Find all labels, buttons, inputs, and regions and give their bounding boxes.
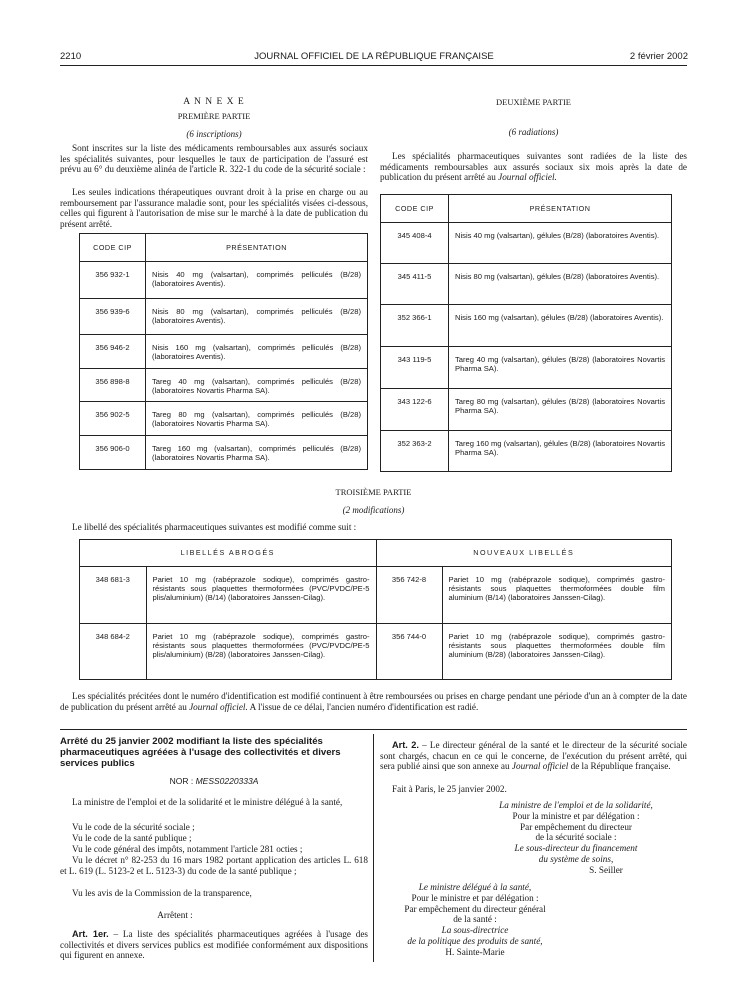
part2-table-frame — [380, 194, 672, 472]
cip-code: 352 363-2 — [381, 430, 449, 471]
sig2-line1: Le ministre délégué à la santé, — [418, 882, 532, 892]
nor-label: NOR : — [169, 776, 196, 786]
part1-para2: Les seules indications thérapeutiques ouvrant droit à la prise en charge ou au remboursement par l'assurance maladie sont, pour les spécialités visées ci-dessous, celles qui figurent à l'autorisation de mise sur le marché à la date de publication du présent arrêté. — [60, 187, 368, 229]
journal-title: JOURNAL OFFICIEL DE LA RÉPUBLIQUE FRANÇAISE — [254, 51, 494, 62]
part3-intro: Le libellé des spécialités pharmaceutiques suivantes est modifié comme suit : — [72, 522, 357, 532]
part3-outro — [60, 691, 687, 712]
old-cip-code: 348 681-3 — [80, 566, 146, 623]
part1-col-code: CODE CIP — [80, 234, 146, 261]
table-row — [381, 263, 671, 304]
page-date: 2 février 2002 — [629, 51, 688, 62]
part2-title: DEUXIÈME PARTIE — [496, 97, 571, 107]
article-1 — [60, 929, 368, 961]
part2-subtitle: (6 radiations) — [508, 127, 559, 137]
new-label-text: Pariet 10 mg (rabéprazole sodique), comprimés gastro-résistants sous plaquettes thermoformées double film aluminium (B/28) (laboratoires Janssen-Cilag). — [442, 623, 671, 679]
table-row — [80, 334, 367, 368]
sig1-name: S. Seiller — [589, 864, 623, 875]
sig2-line6: de la politique des produits de santé, — [407, 935, 543, 946]
cip-code: 356 902-5 — [80, 401, 146, 435]
sig1-line6: du système de soins, — [538, 853, 614, 864]
vu-2: Vu le code de la santé publique ; — [72, 833, 192, 843]
cip-code: 345 408-4 — [381, 222, 449, 263]
part2-col-code: CODE CIP — [381, 195, 449, 222]
table-row — [80, 368, 367, 401]
article-2-italic: Journal officiel — [511, 761, 569, 772]
column-divider — [373, 734, 374, 962]
sig1-line5: Le sous-directeur du financement — [514, 843, 638, 854]
cip-code: 343 122-6 — [381, 388, 449, 430]
presentation-text: Tareg 80 mg (valsartan), comprimés pelliculés (B/28) (laboratoires Novartis Pharma SA). — [146, 401, 368, 435]
sig1-line1: La ministre de l'emploi et de la solidarité, — [499, 800, 653, 810]
part1-col-presentation: PRÉSENTATION — [146, 234, 368, 261]
sig1-line3: Par empêchement du directeur — [520, 821, 632, 832]
table-row — [80, 623, 671, 679]
table-row — [80, 401, 367, 435]
part2-para1 — [380, 151, 687, 183]
presentation-text: Tareg 160 mg (valsartan), comprimés pelliculés (B/28) (laboratoires Novartis Pharma SA). — [146, 435, 368, 469]
part3-col-new: NOUVEAUX LIBELLÉS — [376, 540, 671, 566]
vu-5: Vu les avis de la Commission de la transparence, — [72, 888, 252, 898]
part3-table — [80, 540, 671, 679]
old-label-text: Pariet 10 mg (rabéprazole sodique), comprimés gastro-résistants sous plaquettes thermoformées (PVC/PVDC/PE-5 plis/aluminium) (B/28) (laboratoires Janssen-Cilag). — [146, 623, 376, 679]
cip-code: 356 906-0 — [80, 435, 146, 469]
table-row — [381, 222, 671, 263]
part2-col-presentation: PRÉSENTATION — [449, 195, 672, 222]
annexe-title: A N N E X E — [183, 97, 245, 107]
ministre-para: La ministre de l'emploi et de la solidarité et le ministre délégué à la santé, — [72, 797, 343, 807]
part3-outro-end: A l'issue de ce délai, l'ancien numéro d'identification est radié. — [247, 701, 479, 712]
article-2 — [380, 740, 687, 772]
sig1-line2: Pour la ministre et par délégation : — [512, 810, 640, 821]
part2-para1-italic: Journal officiel. — [498, 172, 557, 183]
presentation-text: Tareg 40 mg (valsartan), comprimés pelliculés (B/28) (laboratoires Novartis Pharma SA). — [146, 368, 368, 401]
sig2-line2: Pour le ministre et par délégation : — [411, 892, 539, 903]
nor-line — [60, 776, 368, 786]
presentation-text: Tareg 160 mg (valsartan), gélules (B/28) (laboratoires Novartis Pharma SA). — [449, 430, 672, 471]
presentation-text: Nisis 160 mg (valsartan), comprimés pelliculés (B/28) (laboratoires Aventis). — [146, 334, 368, 368]
part1-title: PREMIÈRE PARTIE — [177, 111, 251, 121]
part1-table-frame — [79, 233, 368, 470]
part3-outro-italic: Journal officiel. — [189, 701, 248, 712]
part3-col-old: LIBELLÉS ABROGÉS — [80, 540, 376, 566]
new-label-text: Pariet 10 mg (rabéprazole sodique), comprimés gastro-résistants sous plaquettes thermoformées double film aluminium (B/14) (laboratoires Janssen-Cilag). — [442, 566, 671, 623]
old-label-text: Pariet 10 mg (rabéprazole sodique), comprimés gastro-résistants sous plaquettes thermoformées (PVC/PVDC/PE-5 plis/aluminium) (B/14) (laboratoires Janssen-Cilag). — [146, 566, 376, 623]
fait-a-paris: Fait à Paris, le 25 janvier 2002. — [392, 784, 507, 794]
part1-para1: Sont inscrites sur la liste des médicaments remboursables aux assurés sociaux les spécialités suivantes, pour lesquelles le taux de participation de l'assuré est prévu au 6° du deuxième alinéa de l'article R. 322-1 du code de la sécurité sociale : — [60, 143, 368, 175]
part1-table — [80, 234, 367, 469]
presentation-text: Nisis 40 mg (valsartan), comprimés pelliculés (B/28) (laboratoires Aventis). — [146, 261, 368, 298]
cip-code: 343 119-5 — [381, 346, 449, 388]
part3-title: TROISIÈME PARTIE — [335, 487, 412, 497]
table-row — [80, 298, 367, 334]
vu-3: Vu le code général des impôts, notamment l'article 281 octies ; — [72, 844, 303, 854]
table-row — [381, 346, 671, 388]
signature-block-2 — [380, 882, 570, 958]
table-row — [381, 430, 671, 471]
page-number: 2210 — [60, 51, 82, 62]
part3-table-frame — [79, 539, 672, 680]
cip-code: 356 946-2 — [80, 334, 146, 368]
table-row — [80, 566, 671, 623]
sig2-line4: de la santé : — [453, 914, 497, 925]
arretent: Arrêtent : — [157, 910, 193, 920]
arrete-title: Arrêté du 25 janvier 2002 modifiant la liste des spécialités pharmaceutiques agréées à l'usage des collectivités et divers services publics — [60, 736, 341, 769]
presentation-text: Nisis 40 mg (valsartan), gélules (B/28) (laboratoires Aventis). — [449, 222, 672, 263]
part2-para1-text: Les spécialités pharmaceutiques suivantes sont radiées de la liste des médicaments remboursables aux assurés sociaux six mois après la date de publication du présent arrêté au — [380, 151, 687, 183]
part1-subtitle: (6 inscriptions) — [186, 129, 242, 139]
article-2-text: – Le directeur général de la santé et le directeur de la sécurité sociale sont chargés, chacun en ce qui le concerne, de l'exécution du présent arrêté, qui sera publié ainsi que son annexe au — [380, 740, 687, 772]
header-rule — [60, 65, 687, 66]
part3-subtitle: (2 modifications) — [342, 505, 405, 515]
article-1-text: – La liste des spécialités pharmaceutiques agréées à l'usage des collectivités et divers services publics est modifiée conformément aux dispositions qui figurent en annexe. — [60, 929, 368, 961]
table-row — [80, 261, 367, 298]
sig2-name: H. Sainte-Marie — [445, 946, 505, 957]
article-2-end: de la République française. — [568, 761, 671, 772]
vu-4: Vu le décret n° 82-253 du 16 mars 1982 portant application des articles L. 618 et L. 619 (L. 5123-2 et L. 5123-3) du code de la santé publique ; — [60, 855, 368, 876]
nor-code: MESS0220333A — [195, 776, 259, 786]
cip-code: 356 939-6 — [80, 298, 146, 334]
presentation-text: Nisis 80 mg (valsartan), gélules (B/28) (laboratoires Aventis). — [449, 263, 672, 304]
cip-code: 345 411-5 — [381, 263, 449, 304]
article-2-label: Art. 2. — [392, 740, 419, 750]
cip-code: 352 366-1 — [381, 304, 449, 346]
part2-table — [381, 195, 671, 471]
vu-1: Vu le code de la sécurité sociale ; — [72, 822, 195, 832]
new-cip-code: 356 744-0 — [376, 623, 442, 679]
table-row — [381, 388, 671, 430]
sig1-line4: de la sécurité sociale : — [535, 832, 617, 843]
presentation-text: Nisis 160 mg (valsartan), gélules (B/28) (laboratoires Aventis). — [449, 304, 672, 346]
presentation-text: Tareg 40 mg (valsartan), gélules (B/28) (laboratoires Novartis Pharma SA). — [449, 346, 672, 388]
old-cip-code: 348 684-2 — [80, 623, 146, 679]
part3-outro-text: Les spécialités précitées dont le numéro d'identification est modifié continuent à être remboursées ou prises en charge pendant une période d'un an à compter de la date de publication du présent arrêté au — [60, 691, 687, 712]
article-1-label: Art. 1er. — [72, 929, 109, 939]
sig2-line5: La sous-directrice — [441, 925, 509, 936]
presentation-text: Tareg 80 mg (valsartan), gélules (B/28) (laboratoires Novartis Pharma SA). — [449, 388, 672, 430]
signature-block-1 — [456, 800, 696, 876]
section-rule — [60, 729, 687, 730]
new-cip-code: 356 742-8 — [376, 566, 442, 623]
table-row — [381, 304, 671, 346]
cip-code: 356 932-1 — [80, 261, 146, 298]
cip-code: 356 898-8 — [80, 368, 146, 401]
presentation-text: Nisis 80 mg (valsartan), comprimés pelliculés (B/28) (laboratoires Aventis). — [146, 298, 368, 334]
table-row — [80, 435, 367, 469]
sig2-line3: Par empêchement du directeur général — [404, 903, 546, 914]
